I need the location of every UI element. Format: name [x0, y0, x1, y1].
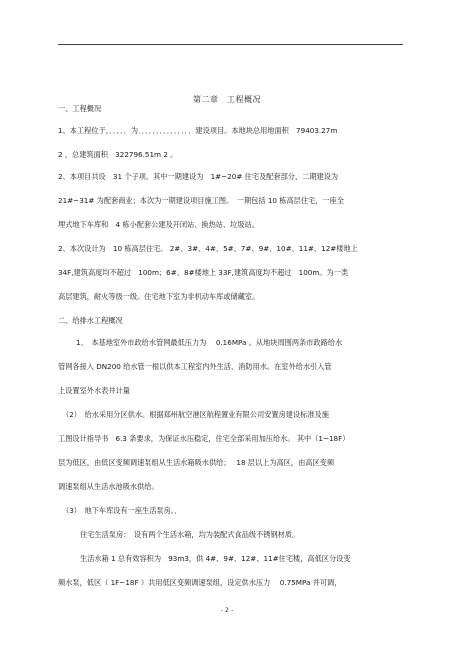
paragraph-line: 埋式地下车库和 4 栋小配套公建及开闭站、换热站、垃圾站。: [58, 220, 259, 229]
paragraph-line: 管网各接入 DN200 给水管一根以供本工程室内外生活、消防用水。在室外给水引入管: [58, 362, 332, 371]
paragraph-line: 调速泵组从生活水池吸水供给。: [58, 482, 159, 491]
header-rule: [58, 44, 403, 45]
paragraph-line: 1、本工程位于，．．．．．为．．．．．．．．．．．．．．．建设项目。本地块总用地面积 79403.27m: [58, 126, 338, 135]
paragraph-line: 上设置室外水表井计量: [58, 386, 130, 395]
section-heading: 二、给排水工程概况: [58, 316, 123, 325]
paragraph-line: 工图设计指导书 6.3 条要求，为保证水压稳定，住宅全部采用加压给水。 其中（1~18F）: [58, 434, 350, 443]
page-number: - 2 -: [220, 606, 234, 614]
paragraph-line: 2、本次设计为 10 栋高层住宅。 2#、3#、4#、5#、7#、9#、10#、11#、12#楼地上: [58, 244, 358, 253]
paragraph-line: （2） 给水采用分区供水。根据郑州航空港区航程置业有限公司安置房建设标准及施: [62, 410, 329, 419]
paragraph-line: 高层建筑，耐火等级一级。住宅地下室为非机动车库或储藏室。: [58, 292, 260, 301]
paragraph-line: 住宅生活泵房： 设有两个生活水箱，均为装配式食品级不锈钢材质。: [80, 530, 300, 539]
paragraph-line: 1、 本基地室外市政给水管网最低压力为 0.16MPa 。从地块周围两条市政路给水: [76, 338, 343, 347]
chapter-title: 第二章 工程概况: [193, 95, 261, 104]
paragraph-line: 2、本项目共设 31 个子项。其中一期建设为 1#~20# 住宅及配套部分，二期建设为: [58, 172, 339, 181]
paragraph-line: 生活水箱 1 总有效容积为 93m3，供 4#、9#、12#、11#住宅楼，高低区分设变: [80, 554, 351, 563]
paragraph-line: 34F,建筑高度均不超过 100m；6#、8#楼地上 33F,建筑高度均不超过 100m。为一类: [58, 268, 349, 277]
section-heading: 一、工程概况: [58, 104, 102, 113]
paragraph-line: 层为低区，由低区变频调速泵组从生活水箱吸水供给； 18 层以上为高区，由高区变频: [58, 458, 335, 467]
paragraph-line: 2 ，总建筑面积 322796.51m 2 。: [58, 150, 178, 159]
paragraph-line: 21#~31# 为配套商业；本次为一期建设项目施工图。 一期包括 10 栋高层住宅，一座全: [58, 196, 344, 205]
paragraph-line: （3） 地下车库设有一座生活泵房。．: [62, 506, 182, 515]
paragraph-line: 频水泵，低区（ 1F~18F ）共用低区变频调速泵组，设定供水压力 0.75MPa 并可调，: [58, 578, 342, 587]
